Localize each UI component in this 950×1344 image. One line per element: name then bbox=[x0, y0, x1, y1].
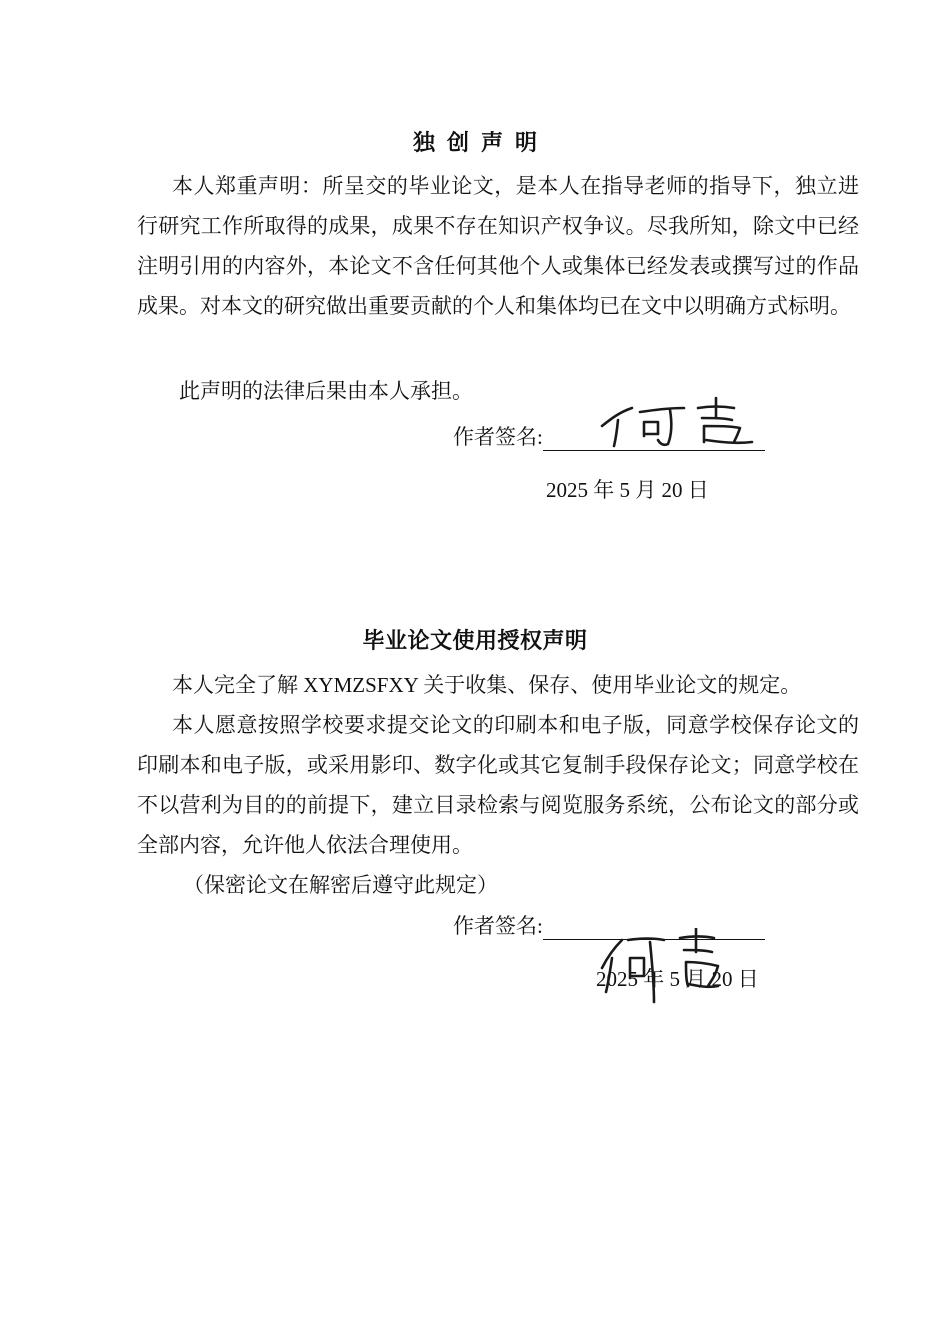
authorization-title: 毕业论文使用授权声明 bbox=[362, 629, 588, 654]
authorization-handwritten-signature bbox=[598, 928, 728, 1006]
declaration-legal-paragraph: 此声明的法律后果由本人承担。 bbox=[179, 379, 473, 403]
authorization-confidential-note: （保密论文在解密后遵守此规定） bbox=[183, 873, 498, 897]
authorization-paragraph-1: 本人完全了解 XYMZSFXY 关于收集、保存、使用毕业论文的规定。 bbox=[172, 673, 802, 697]
declaration-handwritten-signature bbox=[598, 396, 758, 452]
declaration-paragraph: 本人郑重声明：所呈交的毕业论文，是本人在指导老师的指导下，独立进行研究工作所取得的成果，成果不存在知识产权争议。尽我所知，除文中已经注明引用的内容外，本论文不含任何其他个人或集体已经发表或撰写过的作品成果。对本文的研究做出重要贡献的个人和集体均已在文中以明确方式标明。 bbox=[137, 174, 859, 318]
declaration-signature-label: 作者签名: bbox=[453, 425, 543, 449]
authorization-signature-label: 作者签名: bbox=[453, 914, 543, 938]
authorization-paragraph-2: 本人愿意按照学校要求提交论文的印刷本和电子版，同意学校保存论文的印刷本和电子版，或采用影印、数字化或其它复制手段保存论文；同意学校在不以营利为目的的前提下，建立目录检索与阅览服务系统，公布论文的部分或全部内容，允许他人依法合理使用。 bbox=[137, 713, 859, 857]
declaration-title: 独创声明 bbox=[412, 131, 549, 156]
declaration-date: 2025 年 5 月 20 日 bbox=[546, 478, 709, 502]
authorization-date: 2025 年 5 月 20 日 bbox=[596, 967, 759, 991]
